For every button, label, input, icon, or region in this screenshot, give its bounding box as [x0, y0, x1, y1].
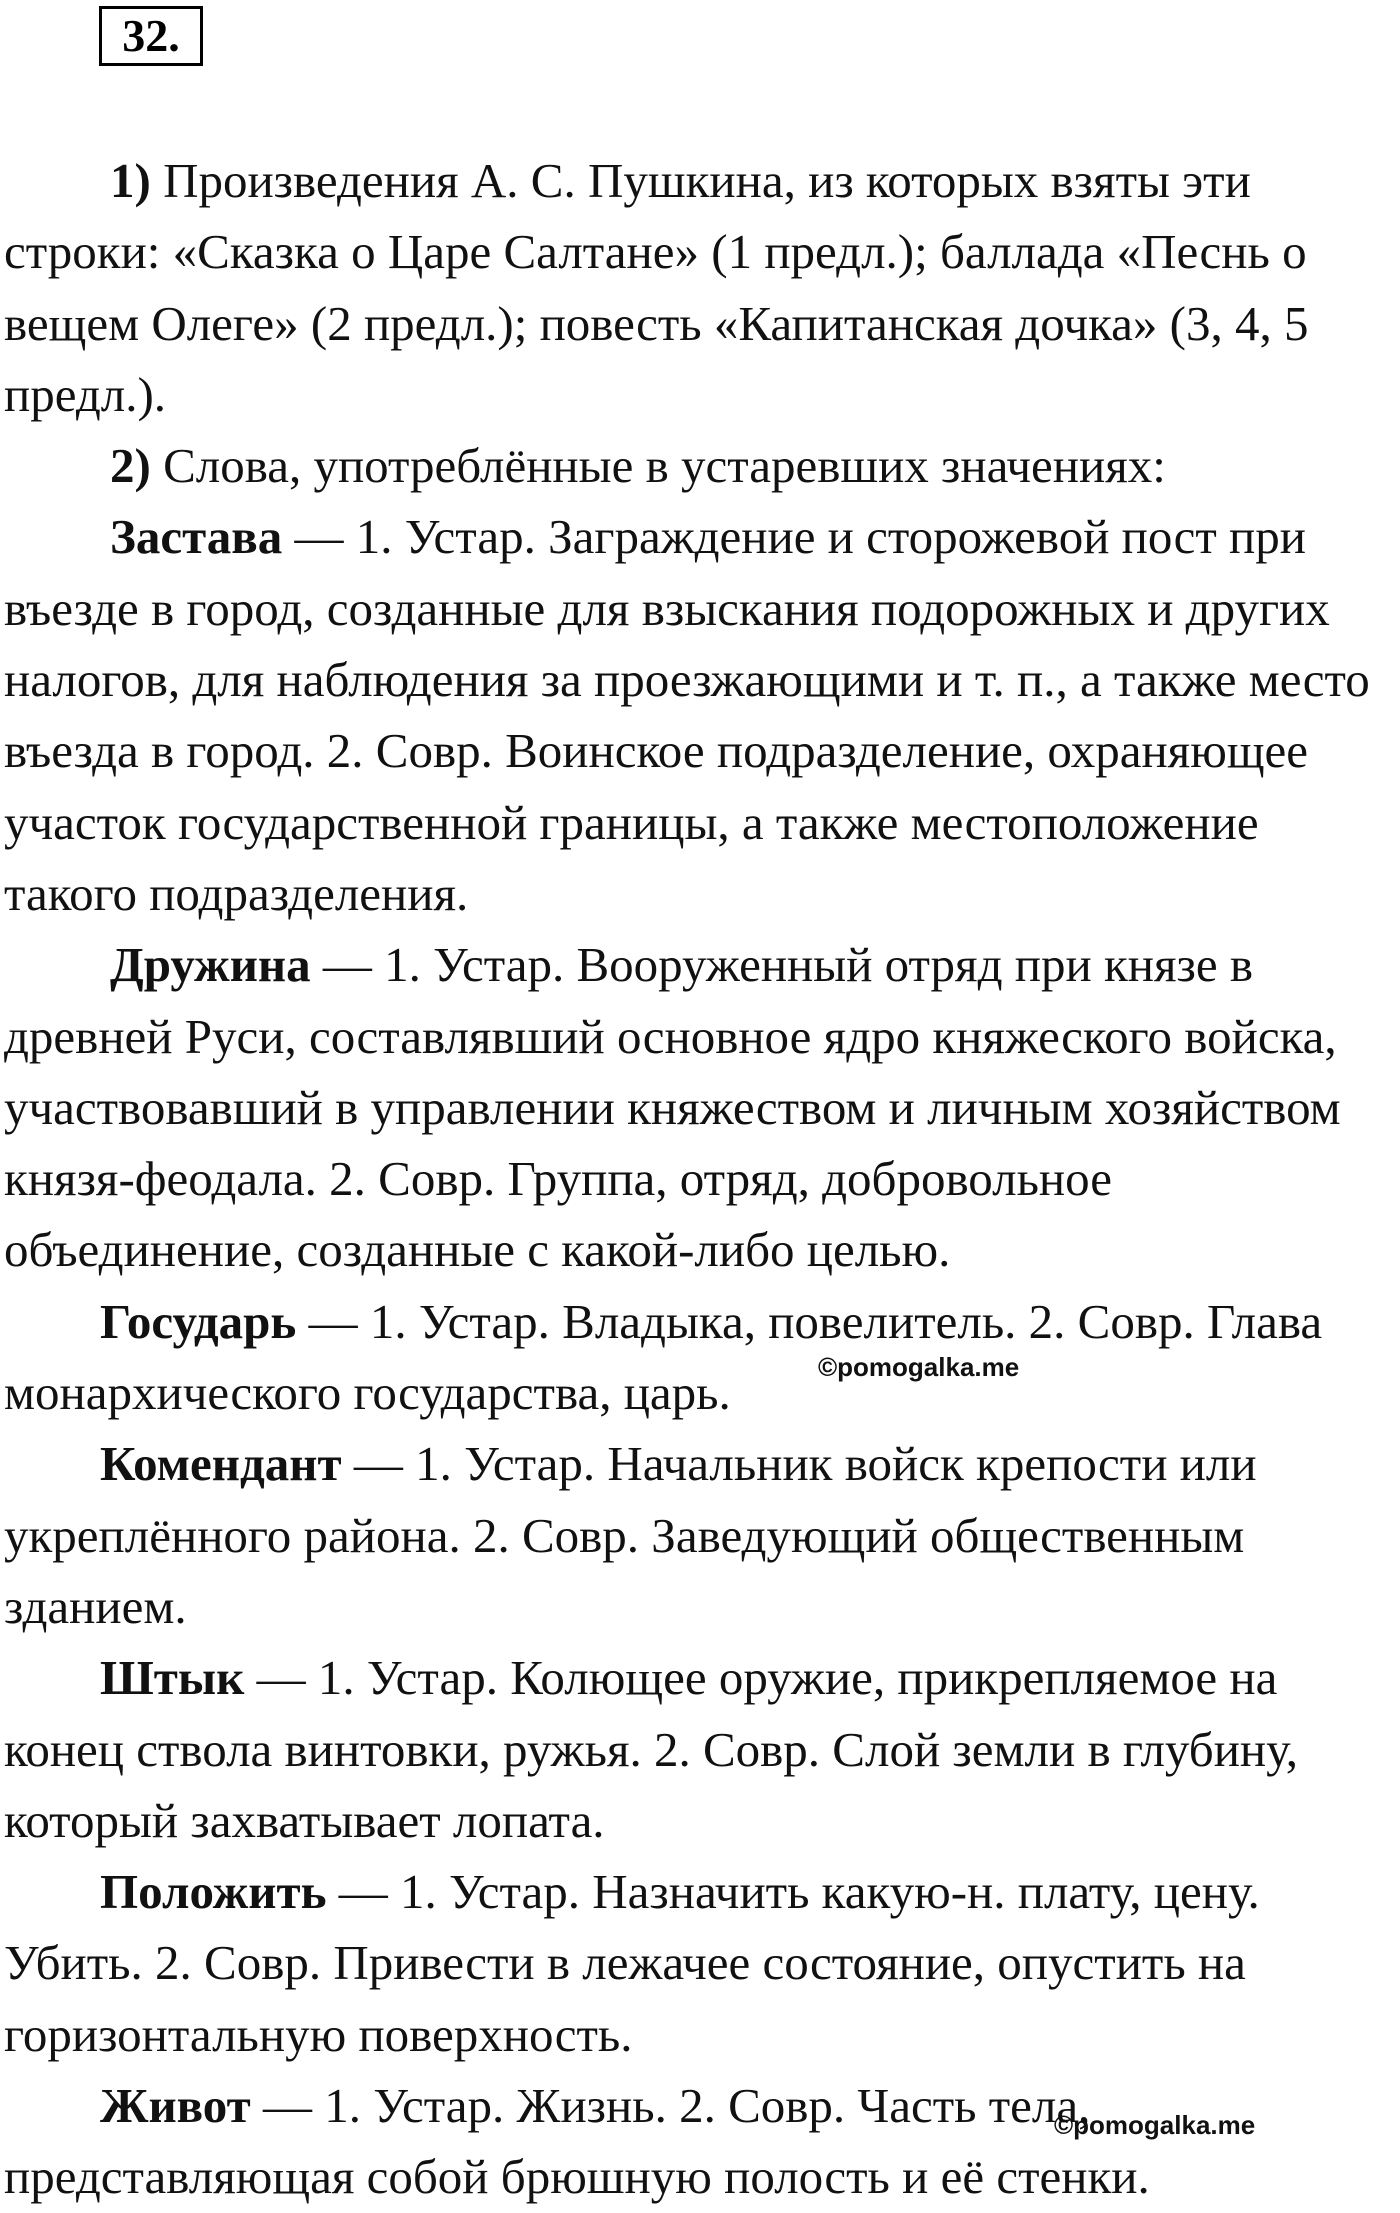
paragraph-1-marker: 1) — [110, 153, 151, 208]
paragraph-1 — [4, 145, 1400, 430]
entry-zastava — [4, 501, 1400, 929]
paragraph-1-text: Произведения А. С. Пушкина, из которых взяты эти строки: «Сказка о Царе Салтане» (1 предл.); баллада «Песнь о вещем Олеге» (2 предл.); повесть «Капитанская дочка» (3, 4, 5 предл.). — [4, 153, 1309, 422]
watermark: ©pomogalka.me — [818, 1352, 1020, 1382]
watermark: ©pomogalka.me — [1054, 2110, 1256, 2140]
entry-druzhina — [4, 929, 1400, 1285]
entry-definition: — 1. Устар. Жизнь. 2. Совр. Часть тела, представляющая собой брюшную полость и её стенки. — [4, 2078, 1150, 2205]
entry-definition: — 1. Устар. Начальник войск крепости или укреплённого района. 2. Совр. Заведующий общественным зданием. — [4, 1436, 1257, 1634]
entry-term: Государь — [100, 1293, 297, 1349]
entry-term: Живот — [100, 2078, 251, 2134]
paragraph-2-marker: 2) — [110, 438, 151, 494]
entry-polozhit — [4, 1856, 1400, 2070]
entry-shtyk — [4, 1642, 1400, 1856]
entry-zhivot — [4, 2070, 1400, 2213]
entry-definition: — 1. Устар. Вооруженный отряд при князе в древней Руси, составлявший основное ядро княжеского войска, участвовавший в управлении княжеством и личным хозяйством князя-феодала. 2. Совр. Группа, отряд, добровольное объединение, созданные с какой-либо целью. — [4, 937, 1341, 1278]
paragraph-2 — [4, 430, 1400, 501]
entry-definition: — 1. Устар. Назначить какую-н. плату, цену. Убить. 2. Совр. Привести в лежачее состояние, опустить на горизонтальную поверхность. — [4, 1864, 1260, 2062]
entry-definition: — 1. Устар. Владыка, повелитель. 2. Совр. Глава монархического государства, царь. — [4, 1293, 1323, 1421]
exercise-number: 32. — [99, 6, 203, 66]
entry-term: Дружина — [110, 937, 311, 993]
entry-gosudar — [4, 1286, 1400, 1429]
entry-definition: — 1. Устар. Заграждение и сторожевой пост при въезде в город, созданные для взыскания подорожных и других налогов, для наблюдения за проезжающими и т. п., а также место въезда в город. 2. Совр. Воинское подразделение, охраняющее участок государственной границы, а также местоположение такого подразделения. — [4, 509, 1370, 921]
entry-term: Комендант — [100, 1436, 342, 1492]
entry-term: Штык — [100, 1650, 245, 1706]
answer-text — [4, 145, 1400, 2213]
entry-komendant — [4, 1428, 1400, 1642]
paragraph-2-text: Слова, употреблённые в устаревших значениях: — [150, 438, 1166, 494]
entry-definition: — 1. Устар. Колющее оружие, прикрепляемое на конец ствола винтовки, ружья. 2. Совр. Слой земли в глубину, который захватывает лопата. — [4, 1650, 1298, 1848]
entry-term: Положить — [100, 1864, 327, 1920]
entry-term: Застава — [110, 509, 283, 565]
